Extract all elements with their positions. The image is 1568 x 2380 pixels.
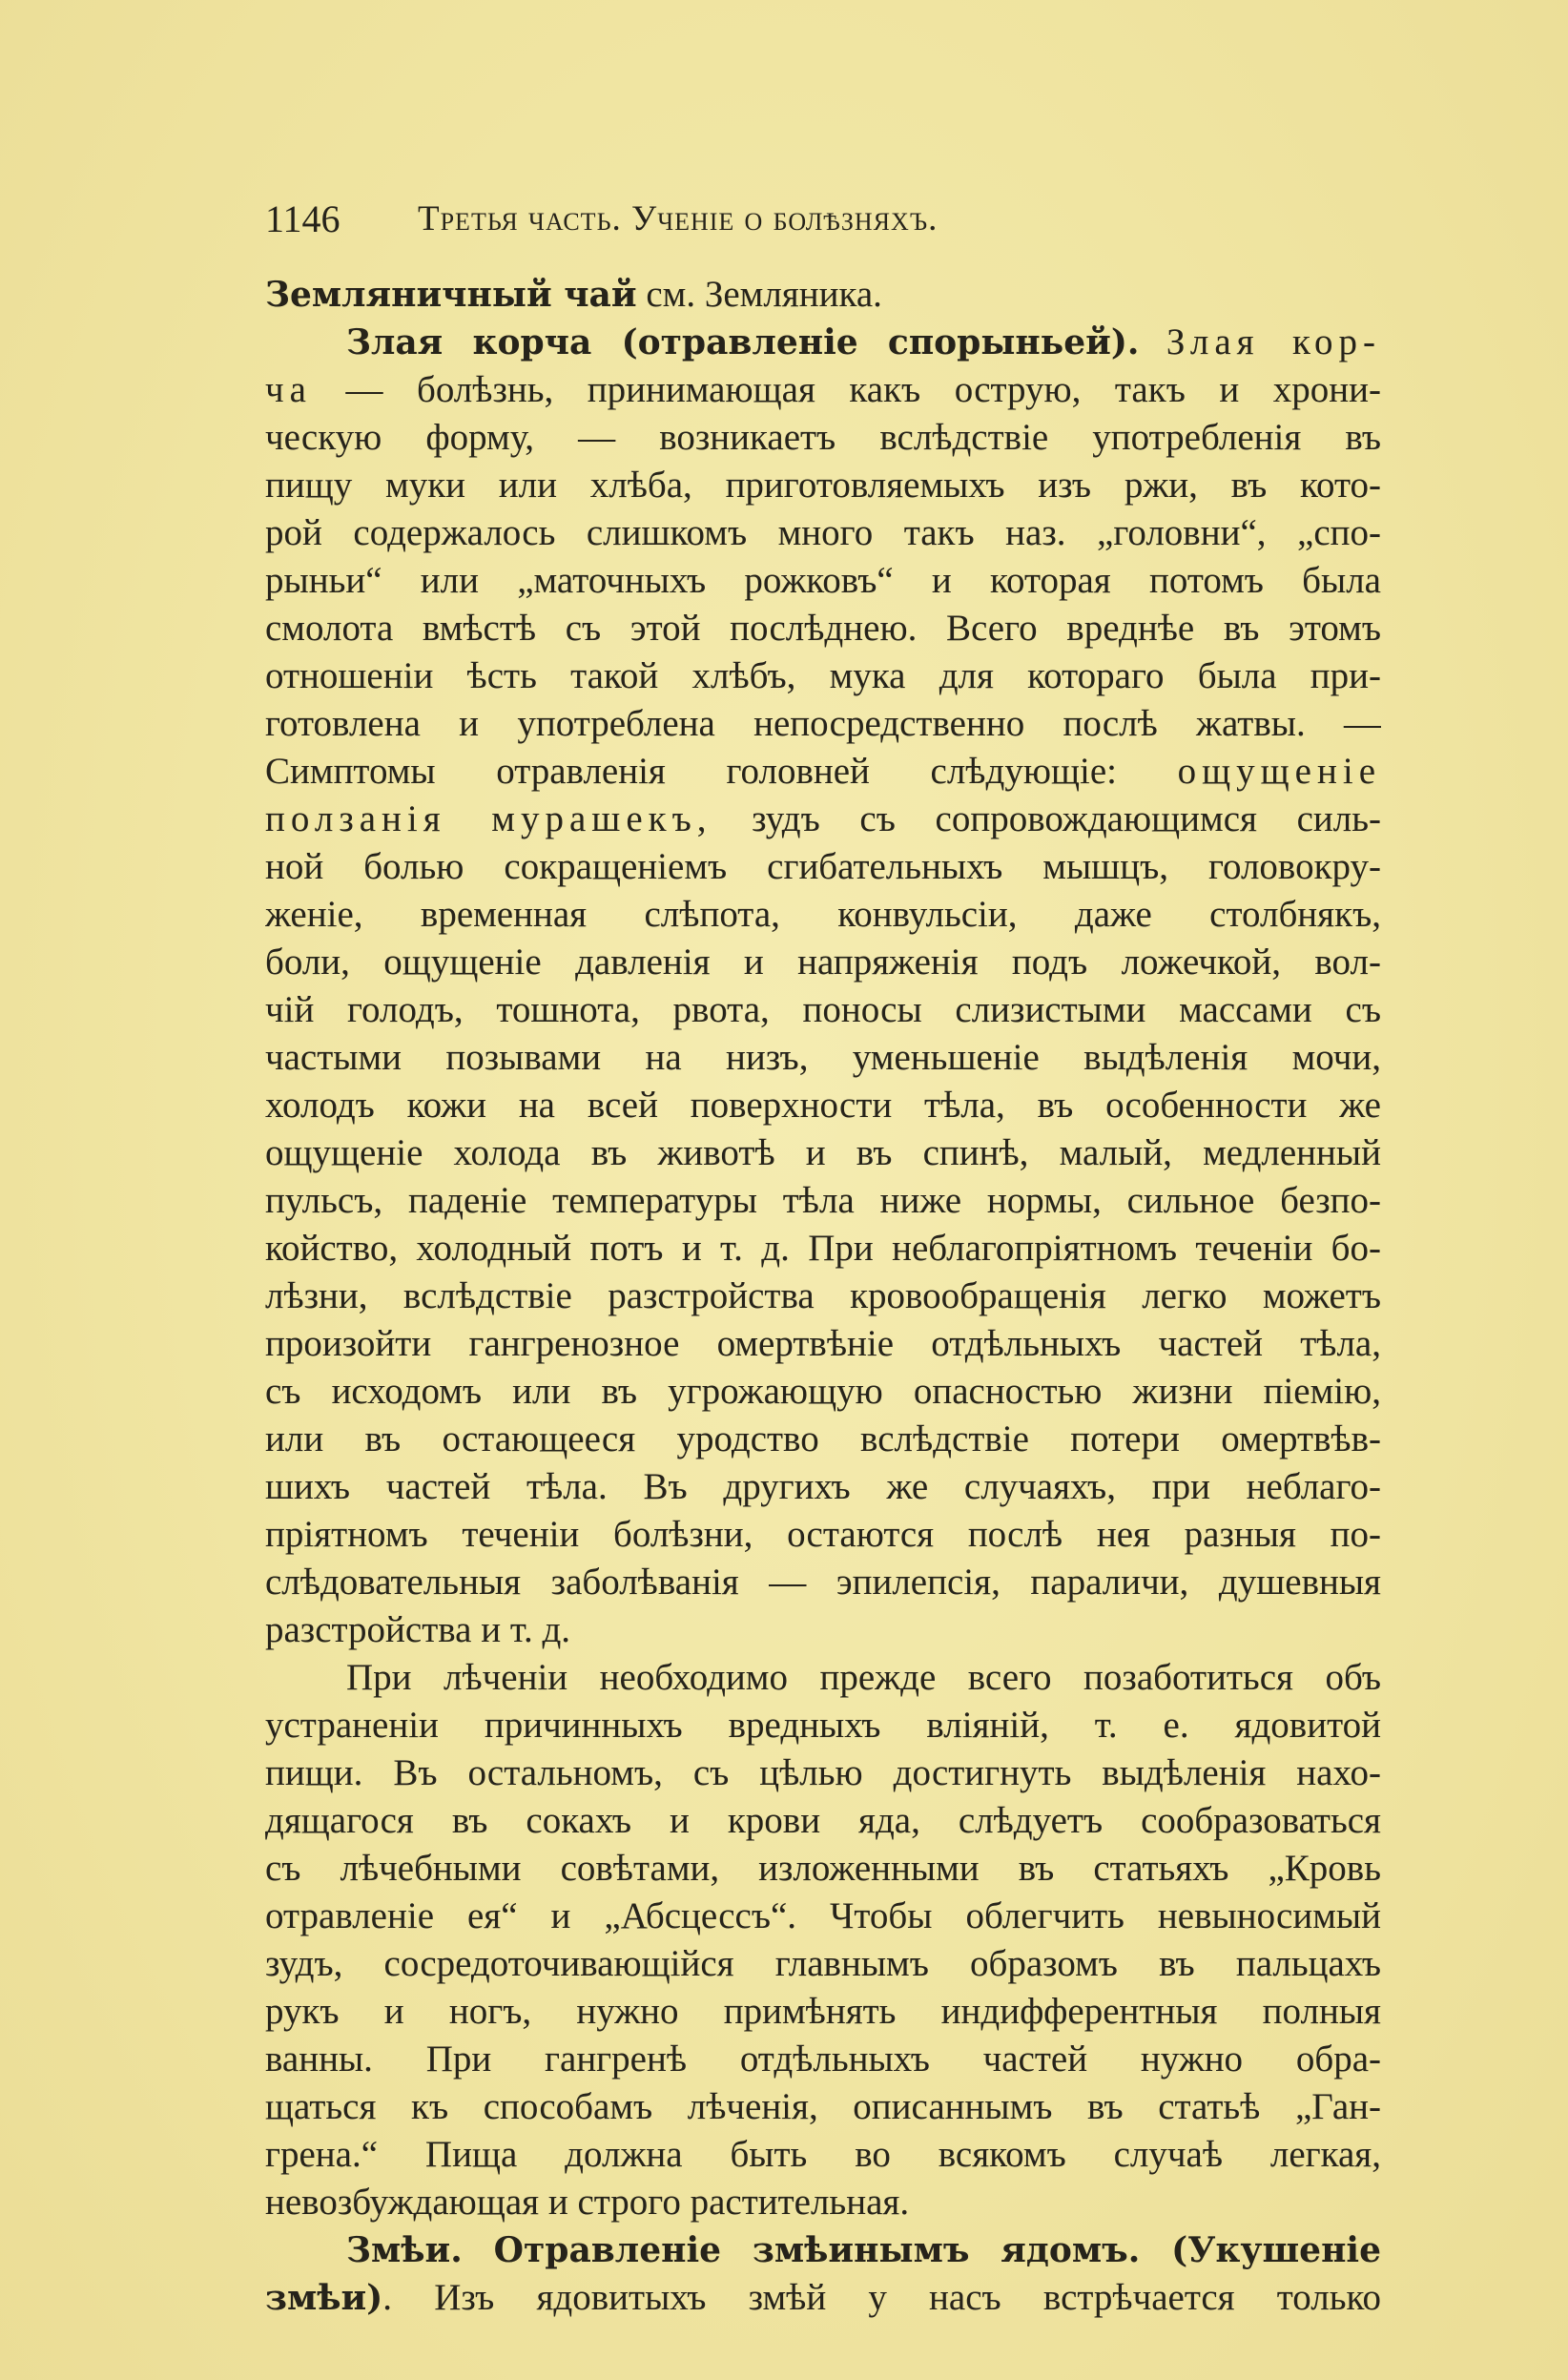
text-run: пищу муки или хлѣба, приготовляемыхъ изъ ржи, въ кото-: [265, 465, 1381, 506]
text-run: или въ остающееся уродство вслѣдствіе потери омертвѣв-: [265, 1418, 1381, 1459]
text-line: [265, 1416, 1381, 1463]
text-run: холодъ кожи на всей поверхности тѣла, въ особенности же: [265, 1085, 1381, 1126]
text-run: боли, ощущеніе давленія и напряженія подъ ложечкой, вол-: [265, 942, 1381, 983]
text-run: — болѣзнь, принимающая какъ острую, такъ и хрони-: [311, 369, 1381, 410]
running-head-title: Третья часть. Ученіе о болѣзняхъ.: [418, 199, 939, 238]
text-line: [265, 366, 1381, 414]
text-run: слѣдовательныя заболѣванія — эпилепсія, параличи, душевныя: [265, 1562, 1381, 1603]
text-line: [265, 1702, 1381, 1749]
text-run: койство, холодный потъ и т. д. При неблагопріятномъ теченіи бо-: [265, 1228, 1381, 1269]
text-line: [265, 2226, 1381, 2274]
page-number: 1146: [265, 197, 340, 240]
text-line: [265, 1654, 1381, 1702]
text-line: [265, 1368, 1381, 1416]
text-line: [265, 700, 1381, 748]
text-line: [265, 509, 1381, 557]
text-run: ощущеніе холода въ животѣ и въ спинѣ, малый, медленный: [265, 1132, 1381, 1173]
text-run: рыньи“ или „маточныхъ рожковъ“ и которая потомъ была: [265, 560, 1381, 601]
spaced-emphasis-text: ощущеніе: [1177, 751, 1381, 792]
text-run: При лѣченіи необходимо прежде всего позаботиться объ: [346, 1657, 1381, 1698]
text-line: [265, 748, 1381, 796]
text-run: съ лѣчебными совѣтами, изложенными въ статьяхъ „Кровь: [265, 1848, 1381, 1889]
text-run: лѣзни, вслѣдствіе разстройства кровообращенія легко можетъ: [265, 1275, 1381, 1316]
text-run: ческую форму, — возникаетъ вслѣдствіе употребленія въ: [265, 417, 1381, 458]
text-run: щаться къ способамъ лѣченія, описаннымъ въ статьѣ „Ган-: [265, 2086, 1381, 2127]
spaced-emphasis-text: ча: [265, 369, 312, 410]
text-run: невозбуждающая и строго растительная.: [265, 2182, 910, 2223]
text-line: [265, 1129, 1381, 1177]
text-line: [265, 557, 1381, 605]
text-line: [265, 1988, 1381, 2036]
text-line: [265, 1225, 1381, 1273]
text-line: [265, 319, 1381, 366]
spaced-emphasis-text: ползанія мурашекъ,: [265, 798, 712, 839]
text-run: рукъ и ногъ, нужно примѣнять индифферентныя полныя: [265, 1991, 1381, 2032]
text-run: пищи. Въ остальномъ, съ цѣлью достигнуть выдѣленія нахо-: [265, 1752, 1381, 1793]
text-line: [265, 1511, 1381, 1559]
text-run: грена.“ Пища должна быть во всякомъ случаѣ легкая,: [265, 2134, 1381, 2175]
text-run: дящагося въ сокахъ и крови яда, слѣдуетъ сообразоваться: [265, 1800, 1381, 1841]
text-line: [265, 939, 1381, 986]
spaced-emphasis-text: Злая кор-: [1166, 321, 1381, 362]
text-line: [265, 1606, 1381, 1654]
text-run: чій голодъ, тошнота, рвота, поносы слизистыми массами съ: [265, 989, 1381, 1030]
text-run: зудъ съ сопровождающимся силь-: [712, 798, 1381, 839]
text-run: пріятномъ теченіи болѣзни, остаются послѣ нея разныя по-: [265, 1514, 1381, 1555]
text-line: [265, 414, 1381, 462]
text-run: ванны. При гангренѣ отдѣльныхъ частей нужно обра-: [265, 2039, 1381, 2080]
text-line: [265, 891, 1381, 939]
text-run: ной болью сокращеніемъ сгибательныхъ мышцъ, головокру-: [265, 846, 1381, 887]
book-page: [265, 0, 1381, 2380]
text-line: [265, 2131, 1381, 2179]
text-line: [265, 1034, 1381, 1082]
body-text: [265, 271, 1381, 2322]
text-run: зудъ, сосредоточивающійся главнымъ образомъ въ пальцахъ: [265, 1943, 1381, 1984]
text-run: [1139, 321, 1166, 362]
bold-heading-text: Змѣи. Отравленіе змѣинымъ ядомъ. (Укушеніе: [346, 2230, 1381, 2270]
text-line: [265, 1273, 1381, 1320]
text-line: [265, 1177, 1381, 1225]
text-line: [265, 271, 1381, 319]
text-line: [265, 1463, 1381, 1511]
text-line: [265, 986, 1381, 1034]
text-line: [265, 605, 1381, 652]
text-run: готовлена и употреблена непосредственно послѣ жатвы. —: [265, 703, 1381, 744]
text-line: [265, 1893, 1381, 1940]
text-line: [265, 652, 1381, 700]
text-run: частыми позывами на низъ, уменьшеніе выдѣленія мочи,: [265, 1037, 1381, 1078]
text-line: [265, 796, 1381, 843]
text-run: . Изъ ядовитыхъ змѣй у насъ встрѣчается только: [382, 2277, 1381, 2318]
text-line: [265, 2036, 1381, 2083]
text-line: [265, 1940, 1381, 1988]
text-run: устраненіи причинныхъ вредныхъ вліяній, т. е. ядовитой: [265, 1705, 1381, 1746]
text-run: см. Земляника.: [636, 274, 882, 315]
text-line: [265, 2083, 1381, 2131]
text-line: [265, 2274, 1381, 2322]
running-head: [265, 191, 1381, 248]
text-run: отравленіе ея“ и „Абсцессъ“. Чтобы облегчить невыносимый: [265, 1895, 1381, 1936]
text-run: женіе, временная слѣпота, конвульсіи, даже столбнякъ,: [265, 894, 1381, 935]
text-line: [265, 1559, 1381, 1606]
bold-heading-text: змѣи): [265, 2278, 383, 2318]
text-line: [265, 2179, 1381, 2226]
text-line: [265, 1082, 1381, 1129]
text-run: рой содержалось слишкомъ много такъ наз. „головни“, „спо-: [265, 512, 1381, 553]
bold-heading-text: Земляничный чай: [265, 275, 637, 315]
text-run: Симптомы отравленія головней слѣдующіе:: [265, 751, 1178, 792]
text-run: шихъ частей тѣла. Въ другихъ же случаяхъ, при неблаго-: [265, 1466, 1381, 1507]
text-run: смолота вмѣстѣ съ этой послѣднею. Всего вреднѣе въ этомъ: [265, 608, 1381, 649]
text-run: разстройства и т. д.: [265, 1609, 571, 1650]
text-line: [265, 1845, 1381, 1893]
text-line: [265, 1320, 1381, 1368]
text-run: произойти гангренозное омертвѣніе отдѣльныхъ частей тѣла,: [265, 1323, 1381, 1364]
text-line: [265, 1797, 1381, 1845]
text-line: [265, 1749, 1381, 1797]
text-run: съ исходомъ или въ угрожающую опасностью жизни піемію,: [265, 1371, 1381, 1412]
bold-heading-text: Злая корча (отравленіе спорыньей).: [346, 322, 1140, 362]
text-line: [265, 462, 1381, 509]
text-run: пульсъ, паденіе температуры тѣла ниже нормы, сильное безпо-: [265, 1180, 1381, 1221]
text-run: отношеніи ѣсть такой хлѣбъ, мука для котораго была при-: [265, 655, 1381, 696]
text-line: [265, 843, 1381, 891]
